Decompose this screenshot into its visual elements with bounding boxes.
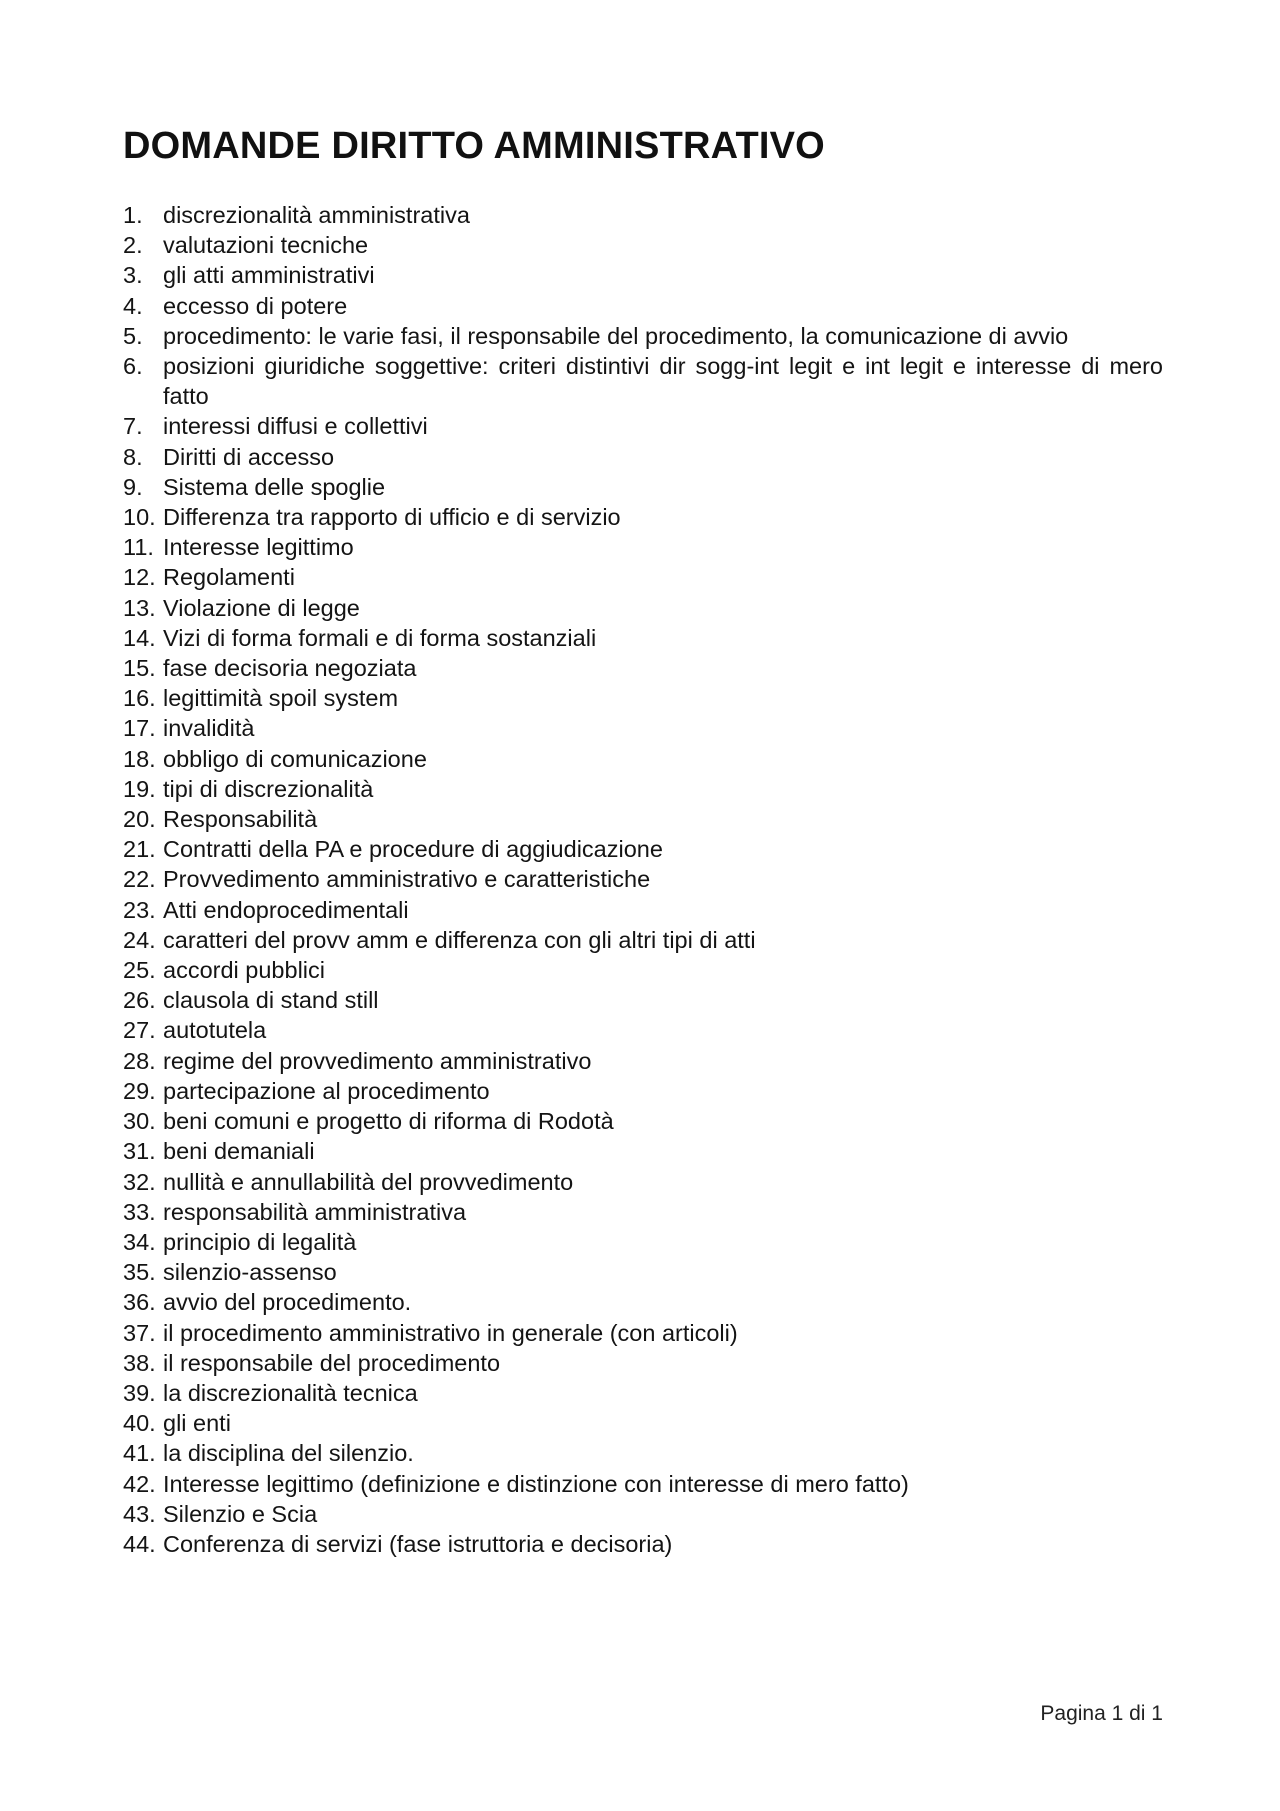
question-number: 25. (123, 957, 156, 984)
question-item (123, 895, 1163, 925)
question-item (123, 925, 1163, 955)
question-number: 33. (123, 1198, 156, 1225)
question-text: la discrezionalità tecnica (163, 1379, 418, 1406)
question-number: 24. (123, 926, 156, 953)
question-number: 20. (123, 806, 156, 833)
question-number: 40. (123, 1410, 156, 1437)
question-text: Sistema delle spoglie (163, 473, 386, 500)
question-item (123, 593, 1163, 623)
question-number: 15. (123, 655, 156, 682)
question-text: Interesse legittimo (definizione e distinzione con interesse di mero fatto) (163, 1470, 909, 1497)
question-number: 35. (123, 1259, 156, 1286)
question-text: partecipazione al procedimento (163, 1077, 490, 1104)
question-number: 3. (123, 262, 143, 289)
question-item (123, 200, 1163, 230)
question-item (123, 744, 1163, 774)
question-text: Silenzio e Scia (163, 1500, 318, 1527)
question-text: Provvedimento amministrativo e caratteristiche (163, 866, 651, 893)
question-text: Diritti di accesso (163, 443, 335, 470)
question-item (123, 955, 1163, 985)
question-text: il responsabile del procedimento (163, 1349, 501, 1376)
question-text: Violazione di legge (163, 594, 360, 621)
question-text: accordi pubblici (163, 957, 325, 984)
question-item (123, 1318, 1163, 1348)
question-number: 16. (123, 685, 156, 712)
question-text: principio di legalità (163, 1228, 357, 1255)
question-number: 19. (123, 775, 156, 802)
question-number: 5. (123, 322, 143, 349)
question-number: 7. (123, 413, 143, 440)
question-number: 28. (123, 1047, 156, 1074)
question-item (123, 1227, 1163, 1257)
question-text: Interesse legittimo (163, 534, 354, 561)
question-number: 13. (123, 594, 156, 621)
question-number: 32. (123, 1168, 156, 1195)
question-item (123, 472, 1163, 502)
question-text: il procedimento amministrativo in generale (con articoli) (163, 1319, 738, 1346)
question-item (123, 1106, 1163, 1136)
question-number: 36. (123, 1289, 156, 1316)
question-number: 17. (123, 715, 156, 742)
question-number: 8. (123, 443, 143, 470)
question-text: legittimità spoil system (163, 685, 399, 712)
question-number: 42. (123, 1470, 156, 1497)
question-number: 30. (123, 1108, 156, 1135)
question-text: eccesso di potere (163, 292, 348, 319)
question-number: 43. (123, 1500, 156, 1527)
question-text: valutazioni tecniche (163, 232, 369, 259)
question-item (123, 351, 1163, 411)
question-number: 6. (123, 353, 143, 380)
question-number: 37. (123, 1319, 156, 1346)
question-item (123, 1408, 1163, 1438)
question-number: 23. (123, 896, 156, 923)
question-item (123, 411, 1163, 441)
question-text: autotutela (163, 1017, 267, 1044)
question-number: 14. (123, 624, 156, 651)
question-text: interessi diffusi e collettivi (163, 413, 428, 440)
page-footer: Pagina 1 di 1 (1040, 1702, 1163, 1725)
question-number: 31. (123, 1138, 156, 1165)
question-text: gli atti amministrativi (163, 262, 375, 289)
question-number: 44. (123, 1530, 156, 1557)
question-text: beni demaniali (163, 1138, 315, 1165)
question-text: procedimento: le varie fasi, il responsabile del procedimento, la comunicazione di avvio (163, 322, 1069, 349)
question-item (123, 1287, 1163, 1317)
question-text: clausola di stand still (163, 987, 379, 1014)
question-item (123, 1499, 1163, 1529)
question-item (123, 1197, 1163, 1227)
question-number: 1. (123, 202, 143, 228)
question-item (123, 1076, 1163, 1106)
question-number: 38. (123, 1349, 156, 1376)
question-text: discrezionalità amministrativa (163, 202, 470, 228)
question-number: 22. (123, 866, 156, 893)
question-number: 39. (123, 1379, 156, 1406)
question-text: Regolamenti (163, 564, 295, 591)
question-text: avvio del procedimento. (163, 1289, 412, 1316)
question-text: obbligo di comunicazione (163, 745, 427, 772)
page-title: DOMANDE DIRITTO AMMINISTRATIVO (123, 125, 825, 167)
question-item (123, 1529, 1163, 1559)
question-text: tipi di discrezionalità (163, 775, 374, 802)
question-text: gli enti (163, 1410, 231, 1437)
question-text: fase decisoria negoziata (163, 655, 417, 682)
question-number: 27. (123, 1017, 156, 1044)
question-item (123, 1136, 1163, 1166)
question-item (123, 834, 1163, 864)
question-text: Conferenza di servizi (fase istruttoria e decisoria) (163, 1530, 673, 1557)
question-item (123, 230, 1163, 260)
question-text: Responsabilità (163, 806, 318, 833)
question-text: la disciplina del silenzio. (163, 1440, 414, 1467)
question-number: 21. (123, 836, 156, 863)
question-item (123, 562, 1163, 592)
question-item (123, 321, 1163, 351)
question-text: silenzio-assenso (163, 1259, 337, 1286)
question-text: responsabilità amministrativa (163, 1198, 467, 1225)
question-number: 26. (123, 987, 156, 1014)
question-item (123, 864, 1163, 894)
question-item (123, 1257, 1163, 1287)
question-item (123, 1015, 1163, 1045)
question-text: Differenza tra rapporto di ufficio e di servizio (163, 504, 621, 531)
question-number: 4. (123, 292, 143, 319)
question-item (123, 502, 1163, 532)
question-text: nullità e annullabilità del provvedimento (163, 1168, 574, 1195)
question-item (123, 653, 1163, 683)
question-item (123, 532, 1163, 562)
question-item (123, 1348, 1163, 1378)
question-item (123, 623, 1163, 653)
question-text: caratteri del provv amm e differenza con gli altri tipi di atti (163, 926, 756, 953)
question-text: Vizi di forma formali e di forma sostanziali (163, 624, 597, 651)
question-number: 11. (123, 534, 154, 561)
question-item (123, 1046, 1163, 1076)
question-number: 10. (123, 504, 156, 531)
question-item (123, 1469, 1163, 1499)
question-item (123, 713, 1163, 743)
question-number: 12. (123, 564, 156, 591)
question-item (123, 1167, 1163, 1197)
question-number: 29. (123, 1077, 156, 1104)
question-item (123, 291, 1163, 321)
question-item (123, 1438, 1163, 1468)
question-text: beni comuni e progetto di riforma di Rodotà (163, 1108, 614, 1135)
question-item (123, 774, 1163, 804)
question-item (123, 442, 1163, 472)
question-number: 2. (123, 232, 143, 259)
question-number: 9. (123, 473, 143, 500)
question-item (123, 683, 1163, 713)
question-item (123, 804, 1163, 834)
question-item (123, 260, 1163, 290)
question-text: Contratti della PA e procedure di aggiudicazione (163, 836, 663, 863)
question-text: Atti endoprocedimentali (163, 896, 409, 923)
question-item (123, 1378, 1163, 1408)
question-item (123, 985, 1163, 1015)
question-text: invalidità (163, 715, 255, 742)
question-text: regime del provvedimento amministrativo (163, 1047, 592, 1074)
question-number: 34. (123, 1228, 156, 1255)
question-text: posizioni giuridiche soggettive: criteri distintivi dir sogg-int legit e int legit e interesse di mero fatto (163, 353, 1163, 410)
question-number: 18. (123, 745, 156, 772)
question-list (123, 200, 1163, 1559)
question-number: 41. (123, 1440, 156, 1467)
